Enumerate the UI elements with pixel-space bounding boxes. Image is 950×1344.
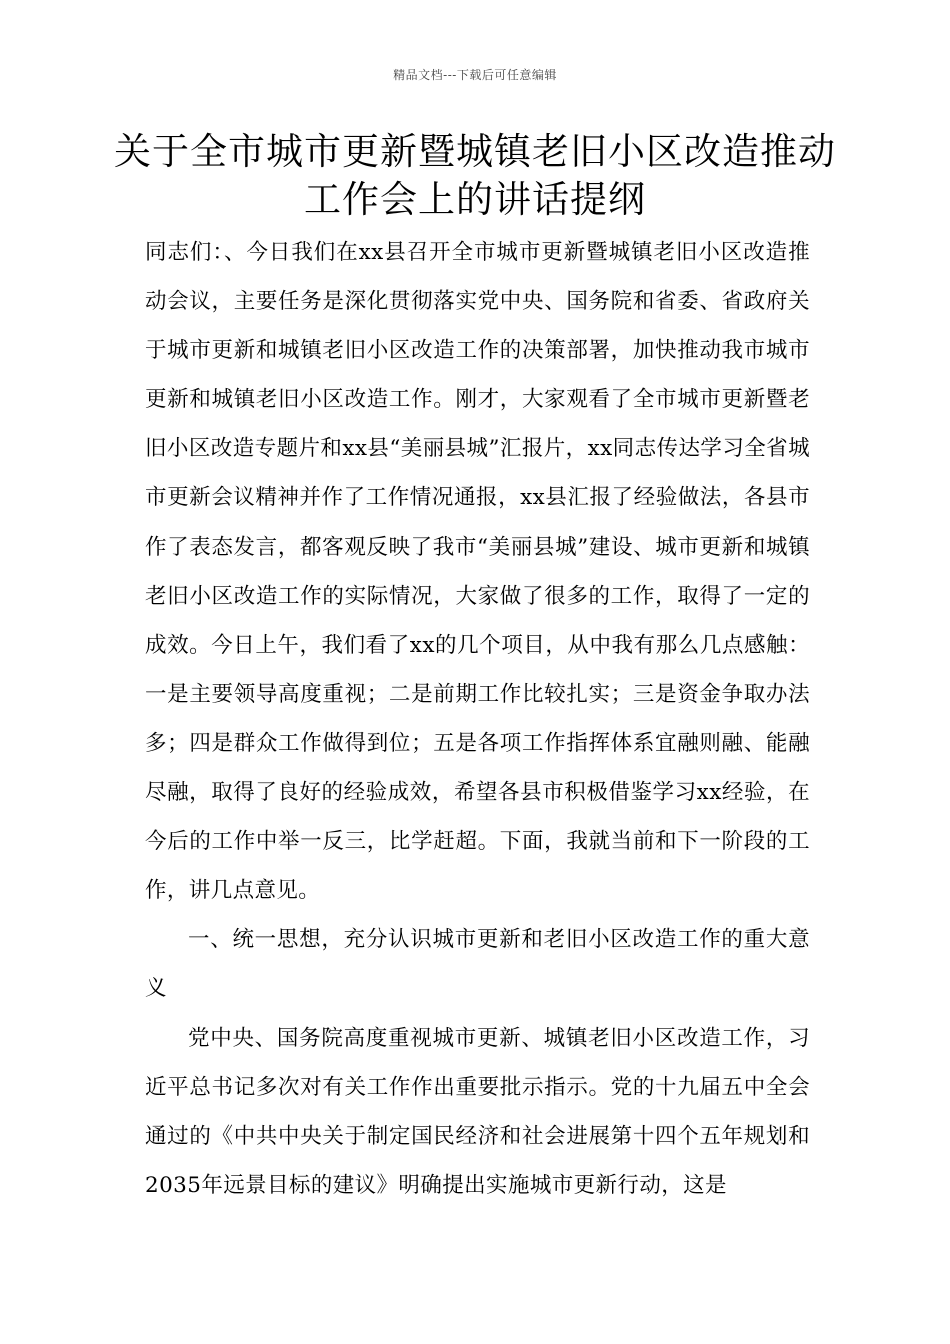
header-note: 精品文档---下载后可任意编辑 <box>393 68 557 82</box>
paragraph-section-1: 党中央、国务院高度重视城市更新、城镇老旧小区改造工作，习近平总书记多次对有关工作作出重要批示指示。党的十九届五中全会通过的《中共中央关于制定国民经济和社会进展第十四个五年规划和2035年远景目标的建议》明确提出实施城市更新行动，这是 <box>145 1025 810 1198</box>
page-title: 关于全市城市更新暨城镇老旧小区改造推动工作会上的讲话提纲 <box>114 130 836 221</box>
paragraph-opening: 同志们：、今日我们在xx县召开全市城市更新暨城镇老旧小区改造推动会议，主要任务是深化贯彻落实党中央、国务院和省委、省政府关于城市更新和城镇老旧小区改造工作的决策部署，加快推动我市城市更新和城镇老旧小区改造工作。刚才，大家观看了全市城市更新暨老旧小区改造专题片和xx县“美丽县城”汇报片，xx同志传达学习全省城市更新会议精神并作了工作情况通报，xx县汇报了经验做法，各县市作了表态发言，都客观反映了我市“美丽县城”建设、城市更新和城镇老旧小区改造工作的实际情况，大家做了很多的工作，取得了一定的成效。今日上午，我们看了xx的几个项目，从中我有那么几点感触：一是主要领导高度重视；二是前期工作比较扎实；三是资金争取办法多；四是群众工作做得到位；五是各项工作指挥体系宜融则融、能融尽融，取得了良好的经验成效，希望各县市积极借鉴学习xx经验，在今后的工作中举一反三，比学赶超。下面，我就当前和下一阶段的工作，讲几点意见。 <box>145 240 810 904</box>
document-body <box>145 228 810 1210</box>
section-heading-1: 一、统一思想，充分认识城市更新和老旧小区改造工作的重大意义 <box>145 927 810 1002</box>
